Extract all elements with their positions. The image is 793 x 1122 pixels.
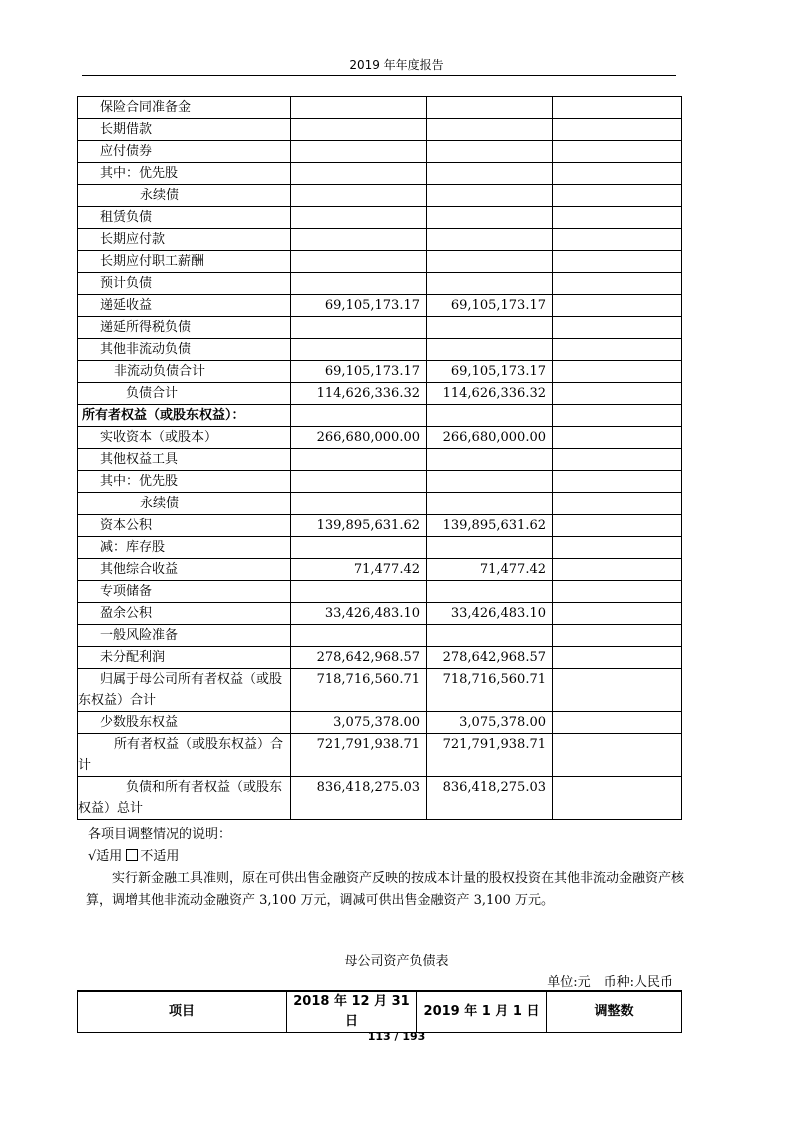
value-adjustment xyxy=(553,427,682,449)
value-2018-12-31: 836,418,275.03 xyxy=(291,777,427,820)
value-2018-12-31 xyxy=(291,493,427,515)
row-label: 其他非流动负债 xyxy=(78,339,291,361)
value-2018-12-31 xyxy=(291,405,427,427)
value-adjustment xyxy=(553,515,682,537)
applicable-label: 适用 xyxy=(96,849,123,864)
value-2019-01-01 xyxy=(427,537,553,559)
row-label: 实收资本（或股本） xyxy=(78,427,291,449)
row-label: 负债合计 xyxy=(78,383,291,405)
table-row xyxy=(78,361,682,383)
row-label: 所有者权益（或股东权益）： xyxy=(78,405,291,427)
value-2018-12-31: 33,426,483.10 xyxy=(291,603,427,625)
header-item: 项目 xyxy=(78,991,287,1033)
value-2019-01-01 xyxy=(427,119,553,141)
value-2018-12-31 xyxy=(291,185,427,207)
table-row xyxy=(78,427,682,449)
table-row xyxy=(78,383,682,405)
parent-balance-sheet-header xyxy=(77,990,682,1033)
value-2018-12-31 xyxy=(291,141,427,163)
value-2018-12-31 xyxy=(291,317,427,339)
value-adjustment xyxy=(553,317,682,339)
value-2018-12-31: 266,680,000.00 xyxy=(291,427,427,449)
value-2019-01-01 xyxy=(427,207,553,229)
value-2019-01-01 xyxy=(427,625,553,647)
row-label: 递延所得税负债 xyxy=(78,317,291,339)
adjustment-notes xyxy=(88,824,688,912)
unit-currency-line: 单位:元 币种:人民币 xyxy=(547,975,673,990)
value-2019-01-01: 69,105,173.17 xyxy=(427,295,553,317)
value-2019-01-01: 71,477.42 xyxy=(427,559,553,581)
header-divider xyxy=(82,75,676,76)
value-2019-01-01 xyxy=(427,581,553,603)
value-adjustment xyxy=(553,559,682,581)
row-label: 其他综合收益 xyxy=(78,559,291,581)
table-row xyxy=(78,493,682,515)
value-adjustment xyxy=(553,625,682,647)
value-2019-01-01: 3,075,378.00 xyxy=(427,712,553,734)
row-label: 长期借款 xyxy=(78,119,291,141)
value-adjustment xyxy=(553,273,682,295)
value-2019-01-01 xyxy=(427,229,553,251)
value-2019-01-01 xyxy=(427,405,553,427)
value-2018-12-31: 278,642,968.57 xyxy=(291,647,427,669)
value-adjustment xyxy=(553,383,682,405)
table-row xyxy=(78,712,682,734)
value-2019-01-01 xyxy=(427,339,553,361)
row-label: 长期应付职工薪酬 xyxy=(78,251,291,273)
table-row xyxy=(78,317,682,339)
table-row xyxy=(78,163,682,185)
table-row xyxy=(78,581,682,603)
value-2019-01-01 xyxy=(427,493,553,515)
value-2019-01-01: 114,626,336.32 xyxy=(427,383,553,405)
row-label: 未分配利润 xyxy=(78,647,291,669)
row-label: 归属于母公司所有者权益（或股东权益）合计 xyxy=(78,669,291,712)
row-label: 预计负债 xyxy=(78,273,291,295)
page-number: 113 / 193 xyxy=(367,1030,426,1043)
value-2019-01-01: 266,680,000.00 xyxy=(427,427,553,449)
table-row xyxy=(78,669,682,712)
row-label: 一般风险准备 xyxy=(78,625,291,647)
row-label: 递延收益 xyxy=(78,295,291,317)
value-adjustment xyxy=(553,603,682,625)
table-row xyxy=(78,559,682,581)
value-adjustment xyxy=(553,295,682,317)
value-2019-01-01: 69,105,173.17 xyxy=(427,361,553,383)
value-2018-12-31 xyxy=(291,119,427,141)
value-2018-12-31 xyxy=(291,581,427,603)
unchecked-box-icon xyxy=(126,849,138,861)
value-2018-12-31: 71,477.42 xyxy=(291,559,427,581)
table-row xyxy=(78,405,682,427)
value-2018-12-31 xyxy=(291,97,427,119)
table-row xyxy=(78,603,682,625)
notes-paragraph: 实行新金融工具准则，原在可供出售金融资产反映的按成本计量的股权投资在其他非流动金融资产核算，调增其他非流动金融资产 3,100 万元，调减可供出售金融资产 3,100 万元。 xyxy=(86,871,685,908)
value-2019-01-01 xyxy=(427,141,553,163)
value-2018-12-31 xyxy=(291,471,427,493)
value-2019-01-01 xyxy=(427,273,553,295)
notes-title: 各项目调整情况的说明： xyxy=(88,827,232,842)
value-2018-12-31: 721,791,938.71 xyxy=(291,734,427,777)
value-2018-12-31 xyxy=(291,449,427,471)
table-row xyxy=(78,273,682,295)
table-row xyxy=(78,207,682,229)
value-adjustment xyxy=(553,449,682,471)
row-label: 应付债券 xyxy=(78,141,291,163)
value-adjustment xyxy=(553,734,682,777)
table-row xyxy=(78,119,682,141)
value-2019-01-01 xyxy=(427,163,553,185)
value-adjustment xyxy=(553,251,682,273)
not-applicable-label: 不适用 xyxy=(140,849,180,864)
value-adjustment xyxy=(553,339,682,361)
row-label: 租赁负债 xyxy=(78,207,291,229)
table-row xyxy=(78,251,682,273)
value-adjustment xyxy=(553,207,682,229)
table-row xyxy=(78,141,682,163)
row-label: 盈余公积 xyxy=(78,603,291,625)
row-label: 其中：优先股 xyxy=(78,163,291,185)
report-header-title: 2019 年年度报告 xyxy=(349,58,444,72)
value-2018-12-31: 114,626,336.32 xyxy=(291,383,427,405)
value-2018-12-31 xyxy=(291,625,427,647)
row-label: 非流动负债合计 xyxy=(78,361,291,383)
row-label: 保险合同准备金 xyxy=(78,97,291,119)
value-adjustment xyxy=(553,712,682,734)
table-row xyxy=(78,537,682,559)
check-mark-icon: √ xyxy=(88,849,97,864)
value-2018-12-31 xyxy=(291,251,427,273)
value-adjustment xyxy=(553,493,682,515)
value-adjustment xyxy=(553,119,682,141)
table-row xyxy=(78,515,682,537)
table-row xyxy=(78,185,682,207)
value-2018-12-31: 69,105,173.17 xyxy=(291,361,427,383)
row-label: 专项储备 xyxy=(78,581,291,603)
header-2018-12-31: 2018 年 12 月 31 日 xyxy=(287,991,417,1033)
value-adjustment xyxy=(553,141,682,163)
row-label: 少数股东权益 xyxy=(78,712,291,734)
value-2019-01-01 xyxy=(427,97,553,119)
value-2018-12-31: 3,075,378.00 xyxy=(291,712,427,734)
row-label: 资本公积 xyxy=(78,515,291,537)
header-2019-01-01: 2019 年 1 月 1 日 xyxy=(417,991,547,1033)
value-2019-01-01 xyxy=(427,251,553,273)
table-row xyxy=(78,229,682,251)
row-label: 永续债 xyxy=(78,185,291,207)
parent-balance-sheet-title: 母公司资产负债表 xyxy=(344,954,449,969)
value-adjustment xyxy=(553,537,682,559)
value-2018-12-31 xyxy=(291,273,427,295)
value-2019-01-01: 836,418,275.03 xyxy=(427,777,553,820)
row-label: 长期应付款 xyxy=(78,229,291,251)
value-2018-12-31: 69,105,173.17 xyxy=(291,295,427,317)
table-row xyxy=(78,471,682,493)
value-2018-12-31 xyxy=(291,229,427,251)
table-row xyxy=(78,625,682,647)
value-2018-12-31 xyxy=(291,163,427,185)
value-2019-01-01: 721,791,938.71 xyxy=(427,734,553,777)
header-row xyxy=(78,991,682,1033)
table-row xyxy=(78,734,682,777)
value-2019-01-01 xyxy=(427,449,553,471)
applicability-row xyxy=(88,846,688,868)
table-row xyxy=(78,647,682,669)
value-2019-01-01: 139,895,631.62 xyxy=(427,515,553,537)
row-label: 所有者权益（或股东权益）合计 xyxy=(78,734,291,777)
value-adjustment xyxy=(553,185,682,207)
value-adjustment xyxy=(553,647,682,669)
row-label: 负债和所有者权益（或股东权益）总计 xyxy=(78,777,291,820)
header-adjustment: 调整数 xyxy=(547,991,682,1033)
row-label: 其他权益工具 xyxy=(78,449,291,471)
value-2019-01-01 xyxy=(427,471,553,493)
value-2019-01-01: 718,716,560.71 xyxy=(427,669,553,712)
value-2019-01-01 xyxy=(427,317,553,339)
value-adjustment xyxy=(553,97,682,119)
value-2019-01-01: 33,426,483.10 xyxy=(427,603,553,625)
table-row xyxy=(78,295,682,317)
value-2019-01-01: 278,642,968.57 xyxy=(427,647,553,669)
value-2018-12-31: 139,895,631.62 xyxy=(291,515,427,537)
table-row xyxy=(78,777,682,820)
balance-sheet-table xyxy=(77,96,682,820)
value-2018-12-31 xyxy=(291,339,427,361)
row-label: 永续债 xyxy=(78,493,291,515)
value-adjustment xyxy=(553,229,682,251)
row-label: 其中：优先股 xyxy=(78,471,291,493)
value-adjustment xyxy=(553,163,682,185)
table-row xyxy=(78,339,682,361)
value-adjustment xyxy=(553,777,682,820)
value-adjustment xyxy=(553,405,682,427)
value-2018-12-31 xyxy=(291,537,427,559)
row-label: 减：库存股 xyxy=(78,537,291,559)
value-adjustment xyxy=(553,581,682,603)
table-row xyxy=(78,449,682,471)
value-2018-12-31: 718,716,560.71 xyxy=(291,669,427,712)
value-2018-12-31 xyxy=(291,207,427,229)
value-adjustment xyxy=(553,669,682,712)
value-adjustment xyxy=(553,471,682,493)
value-2019-01-01 xyxy=(427,185,553,207)
table-row xyxy=(78,97,682,119)
value-adjustment xyxy=(553,361,682,383)
